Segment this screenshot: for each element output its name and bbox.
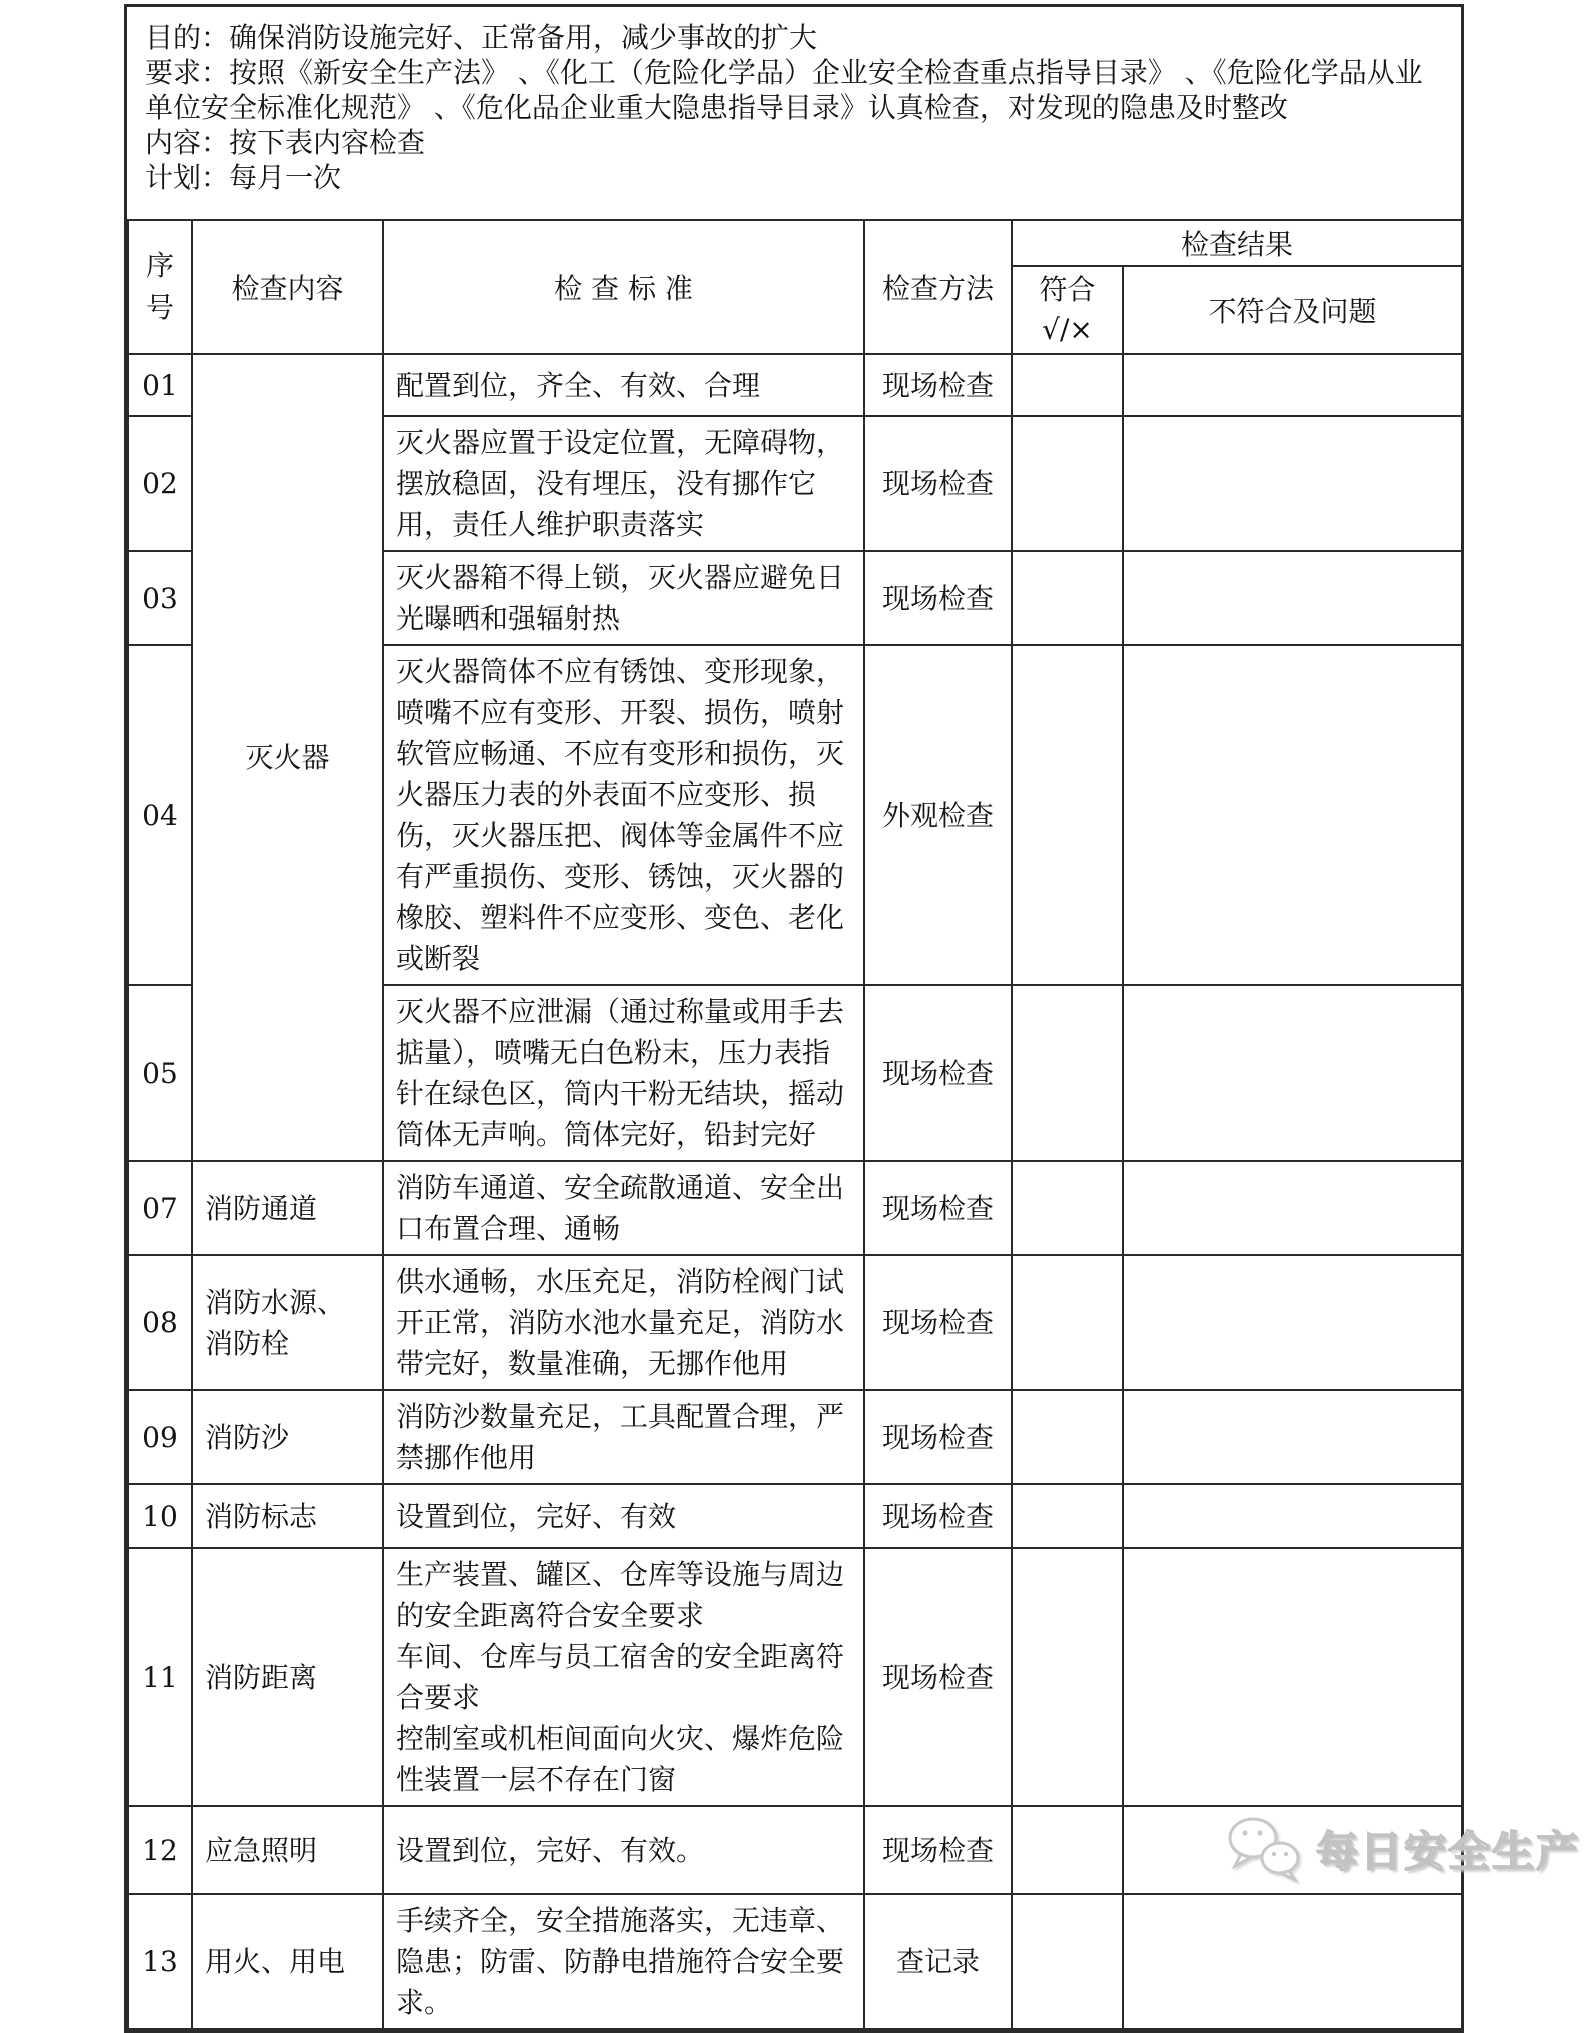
fail-result-cell [1123,1806,1462,1894]
standard-line: 消防沙数量充足，工具配置合理，严禁挪作他用 [396,1400,845,1474]
standard-line: 供水通畅，水压充足，消防栓阀门试开正常，消防水池水量充足，消防水带完好，数量准确，无挪作他用 [396,1265,845,1380]
fail-result-cell [1123,354,1462,416]
method-cell: 外观检查 [864,645,1012,985]
header-seq [128,220,192,354]
pass-result-cell [1012,985,1123,1161]
row-number: 04 [128,645,192,985]
pass-result-cell [1012,1255,1123,1390]
row-number: 01 [128,354,192,416]
header-pass-line2: √/× [1042,313,1093,346]
intro-line-purpose: 目的：确保消防设施完好、正常备用，减少事故的扩大 [145,21,818,54]
header-pass [1012,266,1123,354]
table-row [128,1548,1462,1806]
method-cell: 现场检查 [864,1255,1012,1390]
document-sheet [124,4,1464,2033]
intro-line-requirement-cont: 单位安全标准化规范》 、《危化品企业重大隐患指导目录》认真检查，对发现的隐患及时整改 [145,91,1288,124]
table-row [128,1161,1462,1255]
pass-result-cell [1012,645,1123,985]
table-row [128,354,1462,416]
row-number: 02 [128,416,192,551]
row-number: 09 [128,1390,192,1484]
method-cell: 现场检查 [864,354,1012,416]
header-seq-line1: 序 [145,249,174,282]
standard-cell [383,1390,864,1484]
header-standard: 检 查 标 准 [383,220,864,354]
standard-cell [383,1484,864,1548]
fail-result-cell [1123,645,1462,985]
header-result: 检查结果 [1012,220,1462,266]
table-row [128,1484,1462,1548]
method-cell: 现场检查 [864,416,1012,551]
fail-result-cell [1123,1255,1462,1390]
intro-line-content: 内容：按下表内容检查 [145,126,426,159]
pass-result-cell [1012,551,1123,645]
pass-result-cell [1012,416,1123,551]
fail-result-cell [1123,985,1462,1161]
fail-result-cell [1123,1161,1462,1255]
standard-line: 灭火器应置于设定位置，无障碍物，摆放稳固，没有埋压，没有挪作它用，责任人维护职责落实 [396,426,845,541]
standard-line: 灭火器筒体不应有锈蚀、变形现象，喷嘴不应有变形、开裂、损伤，喷射软管应畅通、不应有变形和损伤，灭火器压力表的外表面不应变形、损伤，灭火器压把、阀体等金属件不应有严重损伤、变形、锈蚀，灭火器的橡胶、塑料件不应变形、变色、老化或断裂 [396,655,845,975]
standard-line: 设置到位，完好、有效 [396,1499,677,1533]
row-number: 12 [128,1806,192,1894]
category-cell: 灭火器 [192,354,383,1161]
inspection-table [127,219,1463,2030]
standard-cell [383,645,864,985]
category-cell: 消防水源、消防栓 [192,1255,383,1390]
intro-line-requirement: 要求：按照《新安全生产法》 、《化工（危险化学品）企业安全检查重点指导目录》 、《危险化学品从业 [145,56,1423,89]
standard-line: 手续齐全，安全措施落实，无违章、隐患；防雷、防静电措施符合安全要求。 [396,1904,845,2019]
header-seq-line2: 号 [145,291,174,324]
row-number: 13 [128,1894,192,2029]
intro-line-plan: 计划：每月一次 [145,161,342,194]
standard-cell [383,1548,864,1806]
category-cell: 消防通道 [192,1161,383,1255]
standard-cell [383,985,864,1161]
method-cell: 现场检查 [864,1161,1012,1255]
method-cell: 现场检查 [864,985,1012,1161]
fail-result-cell [1123,1548,1462,1806]
standard-cell [383,1894,864,2029]
category-cell: 消防距离 [192,1548,383,1806]
category-cell: 消防沙 [192,1390,383,1484]
standard-cell [383,416,864,551]
fail-result-cell [1123,1894,1462,2029]
method-cell: 现场检查 [864,1806,1012,1894]
pass-result-cell [1012,1484,1123,1548]
header-content: 检查内容 [192,220,383,354]
row-number: 03 [128,551,192,645]
standard-line: 配置到位，齐全、有效、合理 [396,368,761,402]
intro-block [127,7,1461,219]
standard-line: 设置到位，完好、有效。 [396,1833,705,1867]
category-cell: 应急照明 [192,1806,383,1894]
standard-cell [383,1255,864,1390]
method-cell: 现场检查 [864,1548,1012,1806]
fail-result-cell [1123,1484,1462,1548]
standard-line: 灭火器不应泄漏（通过称量或用手去掂量），喷嘴无白色粉末，压力表指针在绿色区，筒内干粉无结块，摇动筒体无声响。筒体完好，铅封完好 [396,995,845,1151]
pass-result-cell [1012,1894,1123,2029]
standard-line: 消防车通道、安全疏散通道、安全出口布置合理、通畅 [396,1171,845,1245]
pass-result-cell [1012,354,1123,416]
category-cell: 消防标志 [192,1484,383,1548]
pass-result-cell [1012,1390,1123,1484]
method-cell: 现场检查 [864,1390,1012,1484]
standard-line: 控制室或机柜间面向火灾、爆炸危险性装置一层不存在门窗 [396,1722,845,1796]
fail-result-cell [1123,551,1462,645]
standard-cell [383,354,864,416]
table-row [128,1806,1462,1894]
category-cell: 用火、用电 [192,1894,383,2029]
standard-cell [383,1161,864,1255]
table-row [128,1390,1462,1484]
standard-line: 生产装置、罐区、仓库等设施与周边的安全距离符合安全要求 [396,1558,845,1632]
standard-cell [383,1806,864,1894]
row-number: 10 [128,1484,192,1548]
header-method: 检查方法 [864,220,1012,354]
pass-result-cell [1012,1548,1123,1806]
method-cell: 查记录 [864,1894,1012,2029]
method-cell: 现场检查 [864,551,1012,645]
header-fail: 不符合及问题 [1123,266,1462,354]
row-number: 05 [128,985,192,1161]
standard-line: 车间、仓库与员工宿舍的安全距离符合要求 [396,1640,845,1714]
header-pass-line1: 符合 [1039,273,1096,306]
row-number: 11 [128,1548,192,1806]
fail-result-cell [1123,416,1462,551]
row-number: 07 [128,1161,192,1255]
checklist-body [128,354,1462,2029]
pass-result-cell [1012,1161,1123,1255]
fail-result-cell [1123,1390,1462,1484]
row-number: 08 [128,1255,192,1390]
standard-line: 灭火器箱不得上锁，灭火器应避免日光曝晒和强辐射热 [396,561,845,635]
method-cell: 现场检查 [864,1484,1012,1548]
pass-result-cell [1012,1806,1123,1894]
table-header [128,220,1462,354]
watermark-label: 每日安全生产 [1316,1827,1581,1876]
table-row [128,1255,1462,1390]
standard-cell [383,551,864,645]
table-row [128,1894,1462,2029]
